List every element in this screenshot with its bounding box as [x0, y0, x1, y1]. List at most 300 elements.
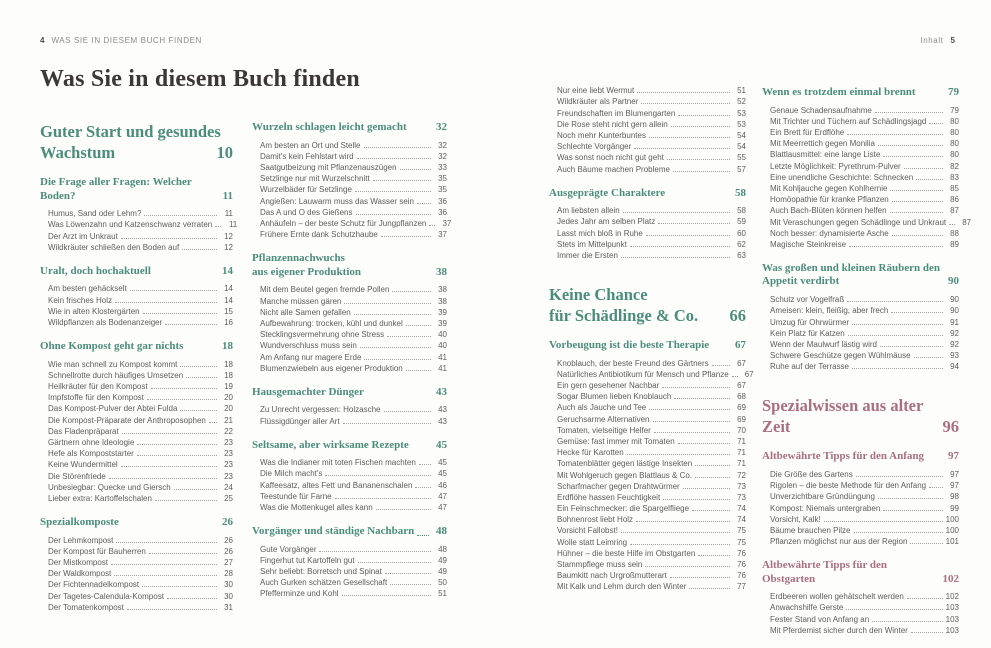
dotted-leader: [390, 584, 431, 585]
heading-label: Altbewährte Tipps für den Obstgarten: [762, 559, 887, 585]
toc-section: [762, 86, 972, 249]
toc-entry-label: Lieber extra: Kartoffelschalen: [48, 493, 152, 503]
toc-entry: [260, 172, 447, 183]
toc-entry: [557, 457, 746, 468]
toc-entry-page: 40: [438, 330, 447, 340]
entry-list: [40, 282, 233, 327]
toc-entry-page: 97: [950, 481, 959, 491]
dotted-leader: [364, 147, 432, 148]
heading-label: für Schädlinge & Co.: [549, 305, 699, 325]
section-heading: [252, 252, 447, 279]
entry-list: [549, 356, 754, 592]
heading-label: Ohne Kompost geht gar nichts: [40, 340, 184, 352]
toc-entry-page: 20: [224, 404, 233, 414]
toc-entry: [260, 587, 447, 598]
toc-entry-label: Damit's kein Fehlstart wird: [260, 151, 354, 161]
dotted-leader: [890, 212, 943, 213]
toc-entry: [557, 412, 746, 423]
heading-label: Wurzeln schlagen leicht gemacht: [252, 121, 407, 133]
toc-entry-label: Noch mehr Kunterbuntes: [557, 130, 646, 140]
toc-entry: [260, 543, 447, 554]
heading-label: Pflanzennachwuchs: [252, 252, 345, 265]
toc-entry-page: 51: [737, 86, 746, 96]
toc-entry-page: 23: [224, 471, 233, 481]
toc-entry: [260, 490, 447, 501]
dotted-leader: [417, 203, 431, 204]
toc-entry: [770, 535, 959, 546]
toc-entry: [260, 228, 447, 239]
dotted-leader: [670, 577, 730, 578]
heading-page-number: 45: [436, 438, 447, 451]
dotted-leader: [849, 246, 943, 247]
toc-entry: [48, 402, 233, 413]
toc-entry-page: 59: [737, 217, 746, 227]
dotted-leader: [641, 103, 730, 104]
toc-entry: [48, 316, 233, 327]
dotted-leader: [335, 498, 431, 499]
heading-page-number: 10: [216, 143, 233, 162]
toc-entry-label: Fingerhut tut Kartoffeln gut: [260, 555, 355, 565]
heading-line: [252, 121, 447, 135]
dotted-leader: [417, 535, 429, 536]
toc-entry-page: 103: [945, 614, 959, 624]
heading-label: Vorbeugung ist die beste Therapie: [549, 338, 710, 351]
toc-entry-label: Mit Pferdemist sicher durch den Winter: [770, 625, 908, 635]
toc-entry-label: Impfstoffe für den Kompost: [48, 393, 144, 403]
toc-entry-page: 37: [438, 230, 447, 240]
dotted-leader: [415, 487, 431, 488]
toc-entry: [260, 217, 452, 228]
toc-entry-label: Nur eine liebt Wermut: [557, 86, 635, 96]
dotted-leader: [357, 158, 431, 159]
toc-entry: [770, 612, 959, 623]
dotted-leader: [646, 235, 730, 236]
toc-entry: [260, 283, 447, 294]
toc-entry-page: 25: [224, 493, 233, 503]
toc-entry-page: 69: [737, 403, 746, 413]
dotted-leader: [143, 313, 217, 314]
heading-label: Keine Chance: [549, 284, 648, 304]
toc-entry-page: 11: [224, 209, 233, 219]
toc-entry: [48, 545, 233, 556]
dotted-leader: [111, 564, 217, 565]
toc-entry: [48, 229, 233, 240]
dotted-leader: [115, 302, 217, 303]
toc-entry: [770, 490, 959, 501]
toc-entry: [557, 204, 746, 215]
running-header: [40, 36, 955, 45]
toc-entry-label: Stammpflege muss sein: [557, 560, 643, 569]
toc-entry: [48, 305, 233, 316]
heading-label: Uralt, doch hochaktuell: [40, 264, 151, 277]
toc-entry-page: 14: [224, 284, 233, 294]
dotted-leader: [344, 303, 431, 304]
toc-entry-page: 26: [224, 546, 233, 556]
dotted-leader: [649, 409, 730, 410]
dotted-leader: [847, 134, 943, 135]
dotted-leader: [116, 542, 217, 543]
toc-entry-page: 86: [950, 195, 959, 205]
toc-entry-page: 76: [737, 560, 746, 569]
toc-entry: [260, 317, 447, 328]
toc-entry-page: 63: [737, 250, 746, 260]
toc-entry-label: Am besten an Ort und Stelle: [260, 140, 361, 150]
toc-entry-page: 74: [737, 504, 746, 514]
dotted-leader: [360, 347, 431, 348]
toc-entry: [770, 590, 959, 601]
toc-entry-label: Auch Bäume machen Probleme: [557, 164, 670, 174]
toc-entry-page: 35: [438, 185, 447, 195]
entry-list: [252, 283, 447, 373]
toc-column-4: [762, 86, 972, 635]
toc-entry: [48, 589, 233, 600]
toc-entry: [770, 204, 959, 215]
toc-entry-page: 20: [224, 393, 233, 403]
toc-entry-label: Mit Kohljauche gegen Kohlhernie: [770, 184, 888, 193]
dotted-leader: [856, 476, 943, 477]
toc-entry: [48, 293, 233, 304]
dotted-leader: [419, 464, 431, 465]
toc-entry-label: Stets im Mittelpunkt: [557, 239, 627, 249]
toc-entry-label: Kaffeesatz, altes Fett und Bananenschalen: [260, 480, 413, 490]
toc-entry-page: 82: [950, 161, 959, 171]
heading-line: [549, 284, 746, 305]
toc-entry: [770, 104, 959, 115]
dotted-leader: [354, 314, 431, 315]
dotted-leader: [875, 112, 943, 113]
toc-entry-label: Der Arzt im Unkraut: [48, 231, 118, 241]
toc-entry-page: 60: [737, 228, 746, 238]
heading-page-number: 58: [735, 186, 746, 199]
dotted-leader: [142, 586, 217, 587]
dotted-leader: [165, 324, 217, 325]
chapter-heading: [549, 284, 746, 326]
toc-entry-label: Blattlausmittel: eine lange Liste: [770, 150, 881, 160]
heading-label: Was großen und kleinen Räubern den: [762, 261, 940, 274]
dotted-leader: [671, 126, 730, 127]
toc-entry-page: 80: [950, 139, 959, 149]
section-heading: [762, 450, 959, 464]
toc-entry-label: Was die Mottenkugel alles kann: [260, 503, 373, 512]
toc-entry: [770, 524, 959, 535]
toc-entry-label: Der Mistkompost: [48, 558, 109, 567]
toc-entry: [260, 306, 447, 317]
dotted-leader: [692, 510, 730, 511]
toc-entry: [557, 140, 746, 151]
toc-entry: [557, 547, 746, 558]
dotted-leader: [636, 521, 730, 522]
dotted-leader: [732, 376, 738, 377]
dotted-leader: [929, 487, 943, 488]
dotted-leader: [373, 180, 431, 181]
toc-entry-page: 71: [737, 436, 746, 446]
toc-entry-label: Wundverschluss muss sein: [260, 341, 357, 351]
dotted-leader: [916, 179, 943, 180]
toc-entry-label: Kein Platz für Katzen: [770, 328, 845, 338]
toc-entry-label: Vorsicht Fallobst!: [557, 526, 618, 536]
toc-entry-label: Die Rose steht nicht gern allein: [557, 119, 668, 129]
toc-entry-label: Was die Indianer mit toten Fischen machten: [260, 458, 416, 468]
toc-entry-label: Die Störenfriede: [48, 471, 106, 481]
dotted-leader: [621, 532, 730, 533]
toc-entry-page: 41: [438, 363, 447, 373]
dotted-leader: [673, 171, 730, 172]
toc-entry-label: Unbesiegbar: Quecke und Giersch: [48, 482, 171, 492]
toc-entry-page: 40: [438, 341, 447, 351]
toc-entry-label: Schnellrotte durch häufiges Umsetzen: [48, 370, 184, 380]
dotted-leader: [342, 595, 431, 596]
dotted-leader: [878, 145, 943, 146]
toc-entry-label: Der Tomatenkompost: [48, 602, 124, 612]
dotted-leader: [174, 489, 217, 490]
dotted-leader: [122, 433, 217, 434]
toc-entry-label: Hecke für Karotten: [557, 448, 624, 458]
toc-entry: [770, 513, 959, 524]
toc-entry-page: 91: [950, 317, 959, 327]
heading-page-number: 26: [222, 515, 233, 528]
dotted-leader: [658, 223, 730, 224]
toc-entry-label: Die Größe des Gartens: [770, 469, 853, 479]
toc-entry-label: Schutz vor Vogelfraß: [770, 295, 845, 305]
toc-section: [252, 121, 452, 240]
toc-entry: [557, 226, 746, 237]
toc-entry-label: Scharfmacher gegen Drahtwürmer: [557, 481, 680, 491]
dotted-leader: [910, 543, 942, 544]
toc-entry-label: Am liebsten allein: [557, 206, 620, 216]
dotted-leader: [695, 477, 730, 478]
toc-entry: [260, 554, 447, 565]
toc-entry-page: 100: [945, 525, 959, 535]
right-page-number: 5: [950, 36, 955, 45]
toc-entry-label: Manche müssen gären: [260, 296, 342, 306]
dotted-leader: [186, 377, 217, 378]
toc-entry-label: Eine unendliche Geschichte: Schnecken: [770, 172, 914, 182]
heading-line: [40, 265, 233, 279]
toc-entry-page: 23: [224, 460, 233, 470]
dotted-leader: [695, 465, 730, 466]
dotted-leader: [387, 336, 431, 337]
toc-entry-page: 24: [224, 482, 233, 492]
dotted-leader: [429, 225, 435, 226]
toc-entry-label: Das Fladenpräparat: [48, 426, 119, 436]
toc-entry-page: 38: [438, 296, 447, 306]
toc-entry: [260, 328, 447, 339]
toc-entry-page: 30: [224, 591, 233, 601]
dotted-leader: [627, 454, 730, 455]
section-heading: [549, 339, 746, 353]
toc-entry-page: 51: [438, 589, 447, 599]
toc-entry-page: 83: [950, 172, 959, 182]
toc-entry: [557, 379, 746, 390]
toc-entry: [557, 390, 746, 401]
toc-entry-label: Mit Trichter und Tüchern auf Schädlingsjagd: [770, 116, 927, 126]
toc-entry: [557, 446, 746, 457]
heading-page-number: 102: [942, 572, 959, 585]
toc-entry: [557, 558, 746, 569]
toc-column-1: [40, 121, 238, 612]
toc-entry: [557, 215, 746, 226]
dotted-leader: [907, 598, 943, 599]
toc-entry: [770, 327, 959, 338]
toc-entry: [260, 294, 447, 305]
toc-entry-label: Aufbewahrung: trocken, kühl und dunkel: [260, 318, 403, 328]
toc-entry-page: 76: [737, 571, 746, 581]
toc-entry-page: 39: [438, 307, 447, 317]
toc-entry: [557, 502, 746, 513]
toc-entry-page: 45: [438, 469, 447, 479]
toc-entry: [260, 403, 447, 414]
heading-line: [40, 516, 233, 530]
toc-entry: [557, 129, 746, 140]
toc-entry-label: Am Anfang nur magere Erde: [260, 352, 362, 362]
section-heading: [252, 121, 447, 135]
toc-entry-page: 19: [224, 382, 233, 392]
running-header-left: [40, 36, 202, 45]
entry-list: [252, 456, 447, 512]
toc-entry: [557, 162, 746, 173]
toc-entry-label: Anhäufeln – der beste Schutz für Jungpflanzen: [260, 219, 427, 228]
chapter-heading: [40, 121, 233, 163]
dotted-leader: [824, 521, 943, 522]
dotted-leader: [712, 365, 730, 366]
heading-line: [40, 121, 233, 142]
toc-entry-page: 76: [737, 548, 746, 558]
toc-chapter: [40, 121, 233, 163]
toc-entry-page: 57: [737, 164, 746, 174]
section-heading: [40, 176, 233, 203]
toc-entry-page: 87: [950, 206, 959, 216]
dotted-leader: [846, 609, 942, 610]
toc-entry: [48, 436, 233, 447]
toc-entry-label: Der Fichtennadelkompost: [48, 580, 140, 590]
toc-section: [549, 187, 746, 260]
toc-entry: [557, 569, 746, 580]
toc-entry-page: 36: [438, 196, 447, 206]
heading-label: Seltsame, aber wirksame Rezepte: [252, 438, 409, 451]
toc-entry: [770, 126, 959, 137]
toc-entry: [770, 349, 959, 360]
toc-entry: [557, 249, 746, 260]
toc-entry: [260, 362, 447, 373]
toc-entry-label: Mit Veraschungen gegen Schädlinge und Unkraut: [770, 217, 947, 227]
toc-entry-label: Lasst mich bloß in Ruhe: [557, 228, 643, 238]
toc-entry: [770, 227, 959, 238]
toc-entry-page: 103: [945, 625, 959, 635]
toc-entry-page: 71: [737, 459, 746, 469]
toc-entry-page: 53: [737, 119, 746, 129]
toc-entry-page: 14: [224, 295, 233, 305]
heading-page-number: 38: [436, 265, 447, 278]
toc-entry-label: Jedes Jahr am selben Platz: [557, 217, 656, 227]
toc-entry-page: 43: [438, 405, 447, 415]
toc-entry-page: 39: [438, 318, 447, 328]
toc-entry: [557, 356, 746, 367]
dotted-leader: [343, 423, 431, 424]
toc-entry-label: Pflanzen möglichst nur aus der Region: [770, 537, 908, 547]
dotted-leader: [147, 399, 217, 400]
toc-entry-page: 71: [737, 448, 746, 458]
dotted-leader: [847, 301, 943, 302]
heading-line: [40, 142, 233, 163]
toc-entry-page: 67: [737, 381, 746, 390]
dotted-leader: [630, 246, 730, 247]
toc-entry: [260, 194, 447, 205]
dotted-leader: [883, 510, 943, 511]
toc-entry-page: 52: [737, 97, 746, 107]
toc-entry-label: Sogar Blumen lieben Knoblauch: [557, 392, 672, 402]
heading-label: Guter Start und gesundes: [40, 122, 221, 141]
toc-entry: [260, 478, 447, 489]
section-heading: [40, 516, 233, 530]
toc-entry-label: Knoblauch, der beste Freund des Gärtners: [557, 358, 709, 368]
heading-label: aus eigener Produktion: [252, 265, 361, 278]
toc-entry: [260, 350, 447, 361]
heading-line: [549, 187, 746, 201]
dotted-leader: [663, 499, 730, 500]
toc-entry-label: Was Löwenzahn und Katzenschwanz verraten: [48, 220, 213, 230]
toc-entry-label: Das A und O des Gießens: [260, 207, 353, 217]
toc-entry-label: Schlechte Vorgänger: [557, 142, 632, 152]
toc-entry: [48, 567, 233, 578]
toc-entry-page: 90: [950, 295, 959, 305]
toc-entry-label: Keine Wundermittel: [48, 460, 118, 470]
toc-entry-page: 75: [737, 526, 746, 536]
toc-entry: [557, 424, 746, 435]
dotted-leader: [892, 235, 943, 236]
toc-entry: [770, 624, 959, 635]
toc-entry: [260, 414, 447, 425]
dotted-leader: [364, 359, 431, 360]
toc-entry-page: 50: [438, 578, 447, 588]
toc-entry-label: Stecklingsvermehrung ohne Stress: [260, 330, 385, 340]
dotted-leader: [384, 411, 432, 412]
toc-entry: [48, 601, 233, 612]
toc-entry-label: Wie man schnell zu Kompost kommt: [48, 359, 178, 369]
toc-entry-label: Saatgutbeizung mit Pflanzenauszügen: [260, 163, 397, 173]
entry-list: [252, 543, 447, 599]
dotted-leader: [209, 422, 217, 423]
heading-page-number: 14: [222, 264, 233, 277]
toc-entry-label: Was sonst noch nicht gut geht: [557, 153, 664, 163]
toc-entry-label: Die Milch macht's: [260, 469, 323, 479]
toc-entry-page: 103: [945, 603, 959, 613]
toc-entry-page: 73: [737, 492, 746, 502]
dotted-leader: [649, 137, 730, 138]
toc-entry-label: Homöopathie für kranke Pflanzen: [770, 195, 889, 205]
dotted-leader: [149, 553, 217, 554]
dotted-leader: [654, 432, 730, 433]
toc-entry-label: Kein frisches Holz: [48, 295, 113, 305]
toc-entry: [48, 358, 233, 369]
page-title: Was Sie in diesem Buch finden: [40, 66, 360, 92]
dotted-leader: [637, 92, 730, 93]
dotted-leader: [137, 444, 217, 445]
toc-entry: [770, 137, 959, 148]
toc-entry: [770, 115, 959, 126]
heading-page-number: 43: [436, 385, 447, 398]
dotted-leader: [406, 325, 431, 326]
toc-entry-label: Umzug für Ohrwürmer: [770, 317, 850, 327]
toc-section: [252, 525, 447, 598]
dotted-leader: [852, 368, 943, 369]
chapter-heading: [762, 395, 959, 437]
dotted-leader: [167, 598, 217, 599]
dotted-leader: [630, 544, 730, 545]
dotted-leader: [215, 226, 221, 227]
dotted-leader: [891, 312, 943, 313]
toc-entry: [48, 492, 233, 503]
toc-entry: [260, 339, 447, 350]
